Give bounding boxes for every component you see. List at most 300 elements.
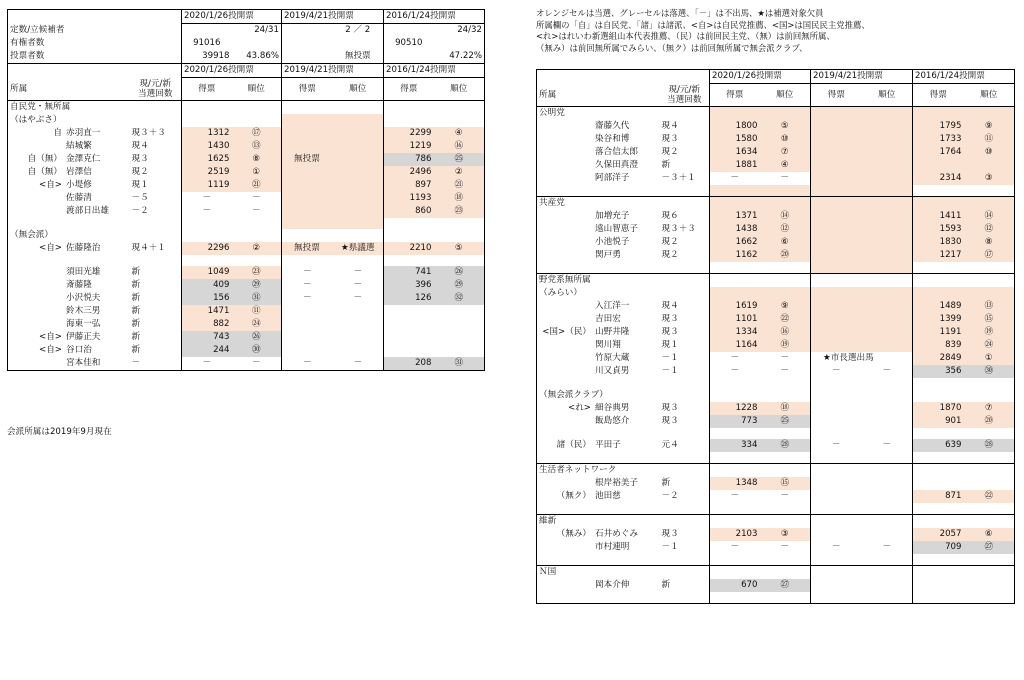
cell (384, 114, 434, 127)
rank-2019 (333, 166, 384, 179)
rank-2019 (862, 146, 913, 159)
cell (964, 389, 1015, 402)
blank-cell (660, 452, 710, 464)
votes-2020: 1881 (710, 159, 760, 172)
candidate-label: 落合信太郎 (595, 146, 638, 157)
affiliation-prefix: （無ク） (556, 490, 591, 501)
year-2019-header: 2019/4/21投開票 (282, 64, 333, 78)
rank-2019 (862, 159, 913, 172)
rank-2016: ㉘ (964, 439, 1015, 452)
status-cell: 新 (131, 292, 141, 303)
votes-2016: 839 (913, 339, 964, 352)
status-cell: 現３ (131, 153, 149, 164)
blank-cell (710, 592, 760, 604)
legend-notes (536, 8, 1016, 54)
corner-cell (130, 64, 182, 78)
year-2019-header: 2019/4/21投開票 (282, 10, 333, 24)
cell (760, 514, 811, 528)
blank-cell (660, 185, 710, 197)
rank-2020: ⑭ (760, 210, 811, 223)
rank-2019 (333, 153, 384, 166)
affiliation-prefix: <自> (39, 242, 62, 253)
candidate-row (537, 439, 1015, 452)
status-cell: － (130, 357, 182, 371)
cell (862, 389, 913, 402)
candidate-label: 佐藤清 (66, 192, 92, 203)
cell (760, 196, 811, 210)
blank-cell (434, 255, 485, 266)
status-cell: 現３ (661, 415, 679, 426)
cell (182, 114, 232, 127)
blank-row (537, 378, 1015, 389)
candidate-name (8, 292, 130, 305)
candidate-label: 岩澤信 (66, 166, 92, 177)
candidate-name (8, 242, 130, 255)
rank-2016: ㉔ (964, 339, 1015, 352)
cell (710, 287, 760, 300)
blank-cell (862, 592, 913, 604)
status-cell: 現１ (131, 179, 149, 190)
rank-2020: ㉓ (232, 266, 282, 279)
group-header: 所属 (8, 78, 130, 101)
votes-2016 (384, 331, 434, 344)
blank-cell (537, 592, 660, 604)
status-cell: 現６ (661, 210, 679, 221)
cell (130, 37, 182, 50)
candidate-name (537, 439, 660, 452)
year-2016-header: 2016/1/24投開票 (384, 10, 434, 24)
blank-row (537, 503, 1015, 515)
candidate-label: 結城繁 (66, 140, 92, 151)
votes-2019: － (282, 357, 333, 371)
group-title-row (537, 463, 1015, 477)
cell (660, 196, 710, 210)
blank-cell (710, 378, 760, 389)
cell (282, 100, 333, 114)
group-title-row (8, 229, 485, 242)
cell (760, 389, 811, 402)
candidate-label: 鈴木三男 (66, 305, 101, 316)
rank-2016: ⑬ (964, 300, 1015, 313)
blank-cell (384, 255, 434, 266)
cell (384, 24, 434, 38)
summary-row (8, 37, 485, 50)
cell (862, 196, 913, 210)
rank-2019 (862, 313, 913, 326)
candidate-name (8, 318, 130, 331)
cell (384, 229, 434, 242)
rank-2020: ④ (760, 159, 811, 172)
votes-2016: 786 (384, 153, 434, 166)
blank-cell (232, 218, 282, 229)
blank-cell (913, 554, 964, 566)
candidate-label: 宮本佳和 (66, 357, 101, 368)
candidate-row (8, 205, 485, 218)
status-cell: 現３ (661, 326, 679, 337)
candidate-name (537, 528, 660, 541)
candidate-name (8, 127, 130, 140)
blank-cell (130, 255, 182, 266)
votes-2016: 1219 (384, 140, 434, 153)
candidate-name (537, 352, 660, 365)
group-title-row (537, 196, 1015, 210)
votes-2019 (811, 133, 862, 146)
votes-2016 (913, 159, 964, 172)
status-cell: 現２ (661, 146, 679, 157)
blank-cell (811, 262, 862, 274)
votes-2016: 901 (913, 415, 964, 428)
blank-cell (913, 185, 964, 197)
votes-2020: － (710, 490, 760, 503)
summary-2020: 24/31 (254, 25, 279, 35)
status-cell: 新 (131, 344, 141, 355)
candidate-name (537, 172, 660, 185)
affiliation-prefix: （無み） (556, 528, 591, 539)
candidate-name (537, 339, 660, 352)
blank-cell (913, 503, 964, 515)
rank-2020: ㉕ (760, 415, 811, 428)
blank-row (537, 554, 1015, 566)
cell (660, 565, 710, 579)
blank-cell (660, 428, 710, 439)
cell (862, 273, 913, 287)
rank-2016: ⑱ (434, 192, 485, 205)
blank-cell (537, 185, 660, 197)
candidate-row (8, 179, 485, 192)
cell (964, 463, 1015, 477)
candidate-name (537, 133, 660, 146)
candidate-name (537, 146, 660, 159)
candidate-label: 染谷和博 (595, 133, 630, 144)
candidate-row (537, 365, 1015, 378)
cell (282, 37, 333, 50)
votes-header-2020: 得票 (182, 78, 232, 101)
cell (182, 229, 232, 242)
status-cell: 現２ (131, 166, 149, 177)
candidate-row (537, 300, 1015, 313)
votes-2016: 1795 (913, 120, 964, 133)
votes-2016: 126 (384, 292, 434, 305)
blank-cell (811, 428, 862, 439)
rank-2019: － (353, 266, 363, 277)
blank-cell (660, 503, 710, 515)
cell (811, 273, 862, 287)
blank-cell (384, 218, 434, 229)
column-header-row (8, 78, 485, 101)
candidate-row (537, 313, 1015, 326)
group-title-row (537, 273, 1015, 287)
candidate-row (537, 528, 1015, 541)
candidate-label: 根岸裕美子 (595, 477, 638, 488)
rank-2020: ㉔ (232, 318, 282, 331)
votes-2019: － (282, 279, 333, 292)
votes-2019 (811, 415, 862, 428)
blank-cell (130, 218, 182, 229)
blank-row (8, 218, 485, 229)
affiliation-prefix: <れ> (568, 402, 591, 413)
cell (964, 273, 1015, 287)
status-cell: 現４ (661, 120, 679, 131)
blank-cell (760, 378, 811, 389)
cell (333, 229, 384, 242)
group-title: （はやぶさ） (8, 114, 130, 127)
status-cell: －１ (661, 352, 679, 363)
candidate-name (8, 344, 130, 357)
summary-row (8, 50, 485, 64)
group-title-row (537, 106, 1015, 120)
candidate-label: 齋藤久代 (595, 120, 630, 131)
rank-2016 (434, 318, 485, 331)
blank-cell (434, 218, 485, 229)
candidate-name (8, 153, 130, 166)
votes-2020: 1438 (710, 223, 760, 236)
rank-2019 (862, 210, 913, 223)
corner-cell (8, 10, 130, 24)
left-results-table (7, 9, 485, 371)
candidate-label: 関川翔 (595, 339, 621, 350)
rank-2019 (862, 477, 913, 490)
blank-cell (710, 554, 760, 566)
rank-2016: ⑧ (964, 236, 1015, 249)
candidate-row (537, 249, 1015, 262)
votes-2020: 2103 (710, 528, 760, 541)
blank-row (537, 592, 1015, 604)
votes-2019: 無投票 (282, 242, 333, 255)
corner-cell (537, 70, 660, 84)
rank-2020: ⑰ (232, 127, 282, 140)
rank-2020: ㉛ (232, 292, 282, 305)
blank-cell (537, 378, 660, 389)
candidate-name (537, 490, 660, 503)
rank-2016: ㉕ (434, 153, 485, 166)
votes-2019 (811, 579, 862, 592)
votes-2020: 882 (182, 318, 232, 331)
cell (760, 287, 811, 300)
votes-2016: 356 (913, 365, 964, 378)
candidate-label: 飯島悠介 (595, 415, 630, 426)
candidate-row (537, 477, 1015, 490)
cell (710, 514, 760, 528)
votes-2020: 1625 (182, 153, 232, 166)
rank-2016 (434, 331, 485, 344)
cell (660, 273, 710, 287)
votes-2019 (811, 236, 862, 249)
cell (333, 100, 384, 114)
votes-2019 (282, 318, 333, 331)
cell (913, 565, 964, 579)
blank-cell (537, 554, 660, 566)
candidate-row (537, 415, 1015, 428)
votes-2020: － (710, 172, 760, 185)
votes-2020: 334 (710, 439, 760, 452)
candidate-label: 市村連明 (595, 541, 630, 552)
votes-2019: － (282, 292, 333, 305)
blank-cell (660, 554, 710, 566)
summary-label: 投票者数 (8, 50, 130, 64)
blank-cell (811, 452, 862, 464)
rank-2019 (333, 205, 384, 218)
candidate-row (537, 541, 1015, 554)
candidate-label: 久保田真澄 (595, 159, 638, 170)
status-header: 現/元/新 当選回数 (660, 84, 710, 107)
blank-cell (182, 255, 232, 266)
candidate-row (537, 490, 1015, 503)
votes-2019 (282, 166, 333, 179)
candidate-row (537, 146, 1015, 159)
summary-row (8, 24, 485, 38)
status-cell: 新 (131, 331, 141, 342)
status-cell: 新 (131, 279, 141, 290)
rank-2016: ㉑ (434, 179, 485, 192)
rank-2020: ⑩ (760, 133, 811, 146)
votes-2016: 1764 (913, 146, 964, 159)
votes-2020: 1580 (710, 133, 760, 146)
group-title-row (8, 114, 485, 127)
column-header-row (537, 84, 1015, 107)
candidate-name (537, 415, 660, 428)
votes-2020: 1430 (182, 140, 232, 153)
blank-cell (660, 262, 710, 274)
status-cell: 現３ (661, 402, 679, 413)
rank-2020: ⑤ (760, 120, 811, 133)
rank-2020: ㉚ (232, 344, 282, 357)
votes-2019 (811, 477, 862, 490)
votes-2016: 2849 (913, 352, 964, 365)
votes-2020: － (710, 541, 760, 554)
cell (710, 389, 760, 402)
cell (964, 106, 1015, 120)
cell (182, 24, 232, 38)
votes-2020: － (182, 357, 232, 371)
votes-2020: 1619 (710, 300, 760, 313)
rank-2016: ⑦ (964, 402, 1015, 415)
rank-2019: － (882, 365, 892, 376)
votes-2016: 396 (384, 279, 434, 292)
group-title: 公明党 (537, 106, 660, 120)
cell (232, 37, 282, 50)
status-header: 現/元/新 当選回数 (130, 78, 182, 101)
rank-2019 (333, 127, 384, 140)
blank-row (537, 428, 1015, 439)
candidate-row (8, 166, 485, 179)
rank-2020: ⑪ (232, 305, 282, 318)
candidate-label: 石井めぐみ (595, 528, 638, 539)
votes-2019: － (811, 365, 862, 378)
candidate-label: 加増充子 (595, 210, 630, 221)
blank-cell (811, 554, 862, 566)
blank-cell (862, 185, 913, 197)
votes-2020: 1162 (710, 249, 760, 262)
blank-cell (537, 428, 660, 439)
votes-2016: 2057 (913, 528, 964, 541)
blank-cell (760, 262, 811, 274)
candidate-row (537, 172, 1015, 185)
blank-cell (333, 255, 384, 266)
votes-2019 (811, 339, 862, 352)
affiliation-prefix: 自（無） (27, 166, 62, 177)
blank-cell (913, 452, 964, 464)
rank-2016: ① (964, 352, 1015, 365)
rank-2020: ③ (760, 528, 811, 541)
candidate-name (8, 192, 130, 205)
year-2016-header: 2016/1/24投開票 (913, 70, 964, 84)
group-title-row (8, 100, 485, 114)
rank-2016: ⑨ (964, 120, 1015, 133)
rank-2020: ① (232, 166, 282, 179)
rank-2020: ⑱ (760, 402, 811, 415)
votes-2020: 670 (710, 579, 760, 592)
votes-header-2019: 得票 (282, 78, 333, 101)
candidate-row (537, 352, 1015, 365)
rank-2020: － (780, 352, 790, 363)
votes-2016: 1191 (913, 326, 964, 339)
blank-cell (913, 428, 964, 439)
votes-2019 (282, 305, 333, 318)
rank-2020: ㉘ (760, 439, 811, 452)
votes-2019 (811, 159, 862, 172)
candidate-name (8, 166, 130, 179)
blank-cell (862, 378, 913, 389)
cell (710, 106, 760, 120)
blank-row (537, 185, 1015, 197)
rank-2016: ㉓ (434, 205, 485, 218)
candidate-name (8, 205, 130, 218)
rank-2020: ㉒ (760, 313, 811, 326)
votes-2016: 208 (384, 357, 434, 371)
rank-2020: － (251, 205, 261, 216)
cell (760, 463, 811, 477)
cell (862, 106, 913, 120)
rank-2019 (862, 402, 913, 415)
cell (811, 565, 862, 579)
blank-cell (862, 452, 913, 464)
candidate-row (8, 192, 485, 205)
rank-2020: － (251, 192, 261, 203)
rank-2019 (862, 300, 913, 313)
status-cell: 現１ (661, 339, 679, 350)
rank-2020: ⑮ (760, 477, 811, 490)
blank-row (8, 255, 485, 266)
rank-2019 (862, 339, 913, 352)
candidate-row (537, 210, 1015, 223)
status-cell: 現３ (661, 528, 679, 539)
rank-2020: ⑯ (760, 326, 811, 339)
votes-2016: 709 (913, 541, 964, 554)
blank-cell (811, 592, 862, 604)
rank-2019: － (353, 279, 363, 290)
cell (964, 514, 1015, 528)
candidate-name (537, 313, 660, 326)
status-cell: 現３＋３ (131, 127, 166, 138)
rank-2016: ⑪ (964, 133, 1015, 146)
votes-2016: 1593 (913, 223, 964, 236)
blank-cell (964, 378, 1015, 389)
candidate-name (537, 249, 660, 262)
year-header-row (8, 64, 485, 78)
candidate-name (537, 120, 660, 133)
rank-2020: ㉗ (760, 579, 811, 592)
votes-2020: － (182, 192, 232, 205)
candidate-label: 阿部洋子 (595, 172, 630, 183)
rank-2020: ㉖ (232, 331, 282, 344)
rank-2016: ⑫ (964, 223, 1015, 236)
blank-cell (8, 218, 130, 229)
rank-header-2020: 順位 (760, 84, 811, 107)
status-cell: －１ (661, 365, 679, 376)
year-header-row (537, 70, 1015, 84)
cell (913, 273, 964, 287)
votes-2020: 1371 (710, 210, 760, 223)
